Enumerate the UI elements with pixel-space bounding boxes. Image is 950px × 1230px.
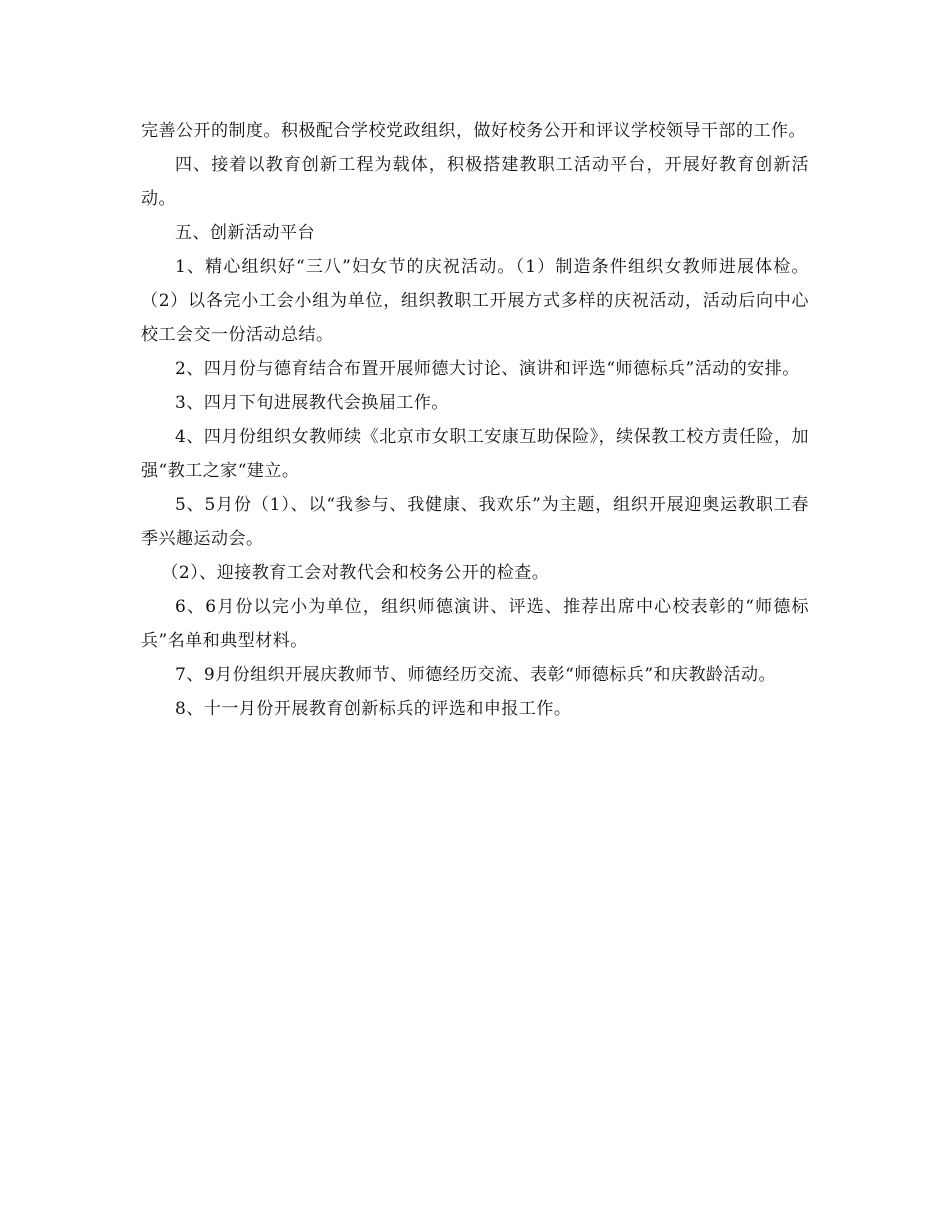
paragraph-item-7: 7、9月份组织开展庆教师节、师德经历交流、表彰“师德标兵”和庆教龄活动。 — [175, 665, 777, 685]
heading-section-five: 五、创新活动平台 — [175, 223, 315, 243]
paragraph-item-8: 8、十一月份开展教育创新标兵的评选和申报工作。 — [175, 699, 572, 719]
paragraph-item-4: 4、四月份组织女教师续《北京市女职工安康互助保险》，续保教工校方责任险，加强“教工之家“建立。 — [141, 427, 809, 481]
paragraph-item-1: 1、精心组织好“三八”妇女节的庆祝活动。（1）制造条件组织女教师进展体检。（2）以各完小工会小组为单位，组织教职工开展方式多样的庆祝活动，活动后向中心校工会交一份活动总结。 — [141, 257, 809, 345]
paragraph-item-3: 3、四月下旬进展教代会换届工作。 — [175, 393, 449, 413]
paragraph-continuation: 完善公开的制度。积极配合学校党政组织，做好校务公开和评议学校领导干部的工作。 — [141, 121, 806, 141]
paragraph-item-2: 2、四月份与德育结合布置开展师德大讨论、演讲和评选“师德标兵”活动的安排。 — [175, 359, 800, 379]
paragraph-item-5: 5、5月份（1）、以“我参与、我健康、我欢乐”为主题，组织开展迎奥运教职工春季兴趣运动会。 — [141, 495, 809, 549]
paragraph-item-6: 6、6月份以完小为单位，组织师德演讲、评选、推荐出席中心校表彰的“师德标兵”名单和典型材料。 — [141, 597, 809, 651]
paragraph-section-four: 四、接着以教育创新工程为载体，积极搭建教职工活动平台，开展好教育创新活动。 — [141, 155, 809, 209]
paragraph-item-5-sub-2: （2）、迎接教育工会对教代会和校务公开的检查。 — [161, 563, 550, 583]
